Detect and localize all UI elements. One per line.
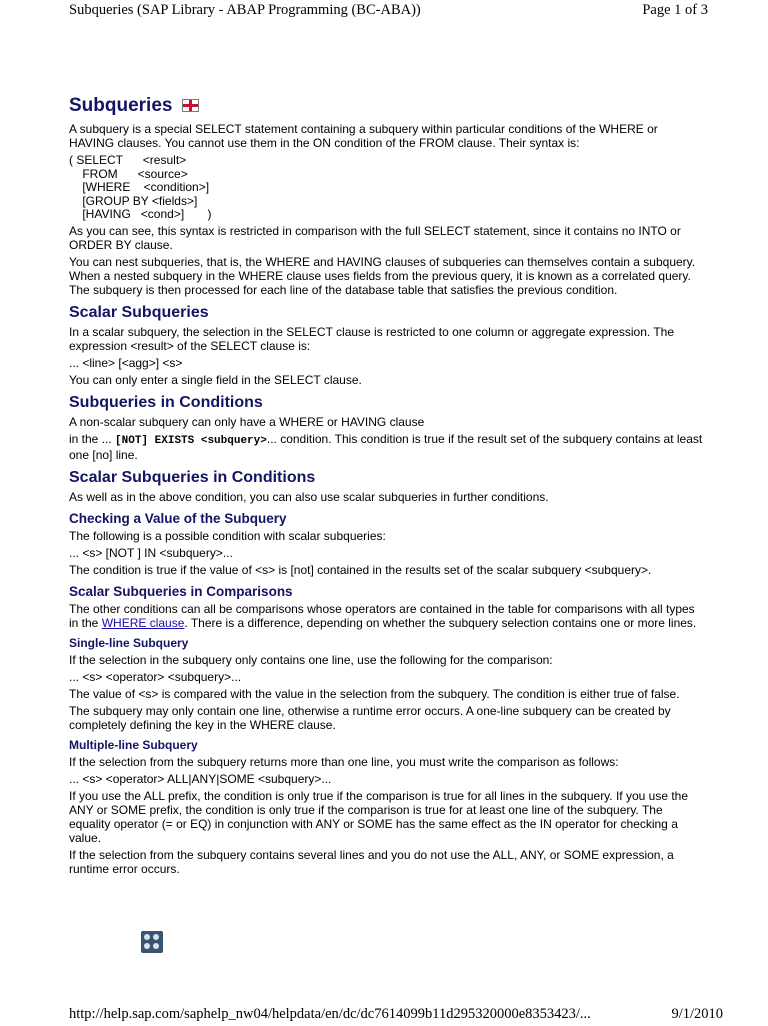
multiple-line-code: ... <s> <operator> ALL|ANY|SOME <subquery>... <box>69 771 332 786</box>
scalar-conditions-heading: Scalar Subqueries in Conditions <box>69 468 316 486</box>
page-number: Page 1 of 3 <box>642 2 708 18</box>
multiple-line-explanation: If you use the ALL prefix, the condition is only true if the comparison is true for all lines in the subquery. If you use the ANY or SOME prefix, the condition is only true if the comparison is true for at least one line of the subquery. The equality operator (= or EQ) in conjunction with ANY or SOME has the same effect as the IN operator for checking a value. <box>69 788 689 845</box>
multiple-line-heading: Multiple-line Subquery <box>69 737 198 752</box>
conditions-text: A non-scalar subquery can only have a WHERE or HAVING clause <box>69 414 425 429</box>
multiple-line-text: If the selection from the subquery returns more than one line, you must write the comparison as follows: <box>69 754 619 769</box>
footer-url: http://help.sap.com/saphelp_nw04/helpdata/en/dc/dc7614099b11d295320000e8353423/... <box>69 1006 591 1022</box>
page-footer <box>69 1006 723 1026</box>
syntax-line: ( SELECT <result> <box>69 153 187 167</box>
page-title <box>69 94 703 118</box>
checking-heading: Checking a Value of the Subquery <box>69 510 287 526</box>
single-line-explanation: The value of <s> is compared with the value in the selection from the subquery. The condition is either true of false. <box>69 686 680 701</box>
checking-code: ... <s> [NOT ] IN <subquery>... <box>69 545 233 560</box>
restricted-text: As you can see, this syntax is restricted in comparison with the full SELECT statement, since it contains no INTO or ORDER BY clause. <box>69 223 681 252</box>
single-line-note: The subquery may only contain one line, otherwise a runtime error occurs. A one-line subquery can be created by completely defining the key in the WHERE clause. <box>69 703 671 732</box>
checking-text: The following is a possible condition with scalar subqueries: <box>69 528 386 543</box>
navigation-structure-icon[interactable] <box>141 931 163 953</box>
page-title-text: Subqueries <box>69 95 173 116</box>
comparisons-text-end: . There is a difference, depending on whether the subquery selection contains one or more lines. <box>184 615 697 630</box>
syntax-line: FROM <source> <box>69 166 188 181</box>
nesting-text: You can nest subqueries, that is, the WHERE and HAVING clauses of subqueries can themselves contain a subquery. When a nested subquery in the WHERE clause uses fields from the previous query, it is known as a correlated query. The subquery is then processed for each line of the database table that satisfies the previous condition. <box>69 254 696 297</box>
intro-text: A subquery is a special SELECT statement containing a subquery within particular conditions of the WHERE or HAVING clauses. You cannot use them in the ON condition of the FROM clause. Their syntax is: <box>69 122 658 150</box>
exists-code: [NOT] EXISTS <subquery> <box>115 434 267 447</box>
header-title: Subqueries (SAP Library - ABAP Programming (BC-ABA)) <box>69 2 421 18</box>
syntax-block <box>69 154 703 222</box>
navigation-structure-icon-dot <box>153 934 159 940</box>
checking-note: The condition is true if the value of <s> is [not] contained in the results set of the scalar subquery <subquery>. <box>69 562 652 577</box>
syntax-line: [GROUP BY <fields>] <box>69 193 198 208</box>
where-clause-link[interactable]: WHERE clause <box>101 615 185 630</box>
scalar-conditions-text: As well as in the above condition, you can also use scalar subqueries in further conditions. <box>69 489 549 504</box>
scalar-subqueries-heading: Scalar Subqueries <box>69 303 209 321</box>
comparisons-heading: Scalar Subqueries in Comparisons <box>69 583 293 599</box>
scalar-code: ... <line> [<agg>] <s> <box>69 355 183 370</box>
navigation-structure-icon-dot <box>153 943 159 949</box>
multiple-line-note: If the selection from the subquery contains several lines and you do not use the ALL, ANY, or SOME expression, a runtime error occurs. <box>69 847 674 876</box>
language-flag-icon[interactable] <box>182 99 199 112</box>
single-line-text: If the selection in the subquery only contains one line, use the following for the comparison: <box>69 652 553 667</box>
syntax-line: [HAVING <cond>] ) <box>69 207 212 221</box>
exists-prefix: in the ... <box>69 431 116 446</box>
document-body <box>69 94 703 876</box>
single-line-heading: Single-line Subquery <box>69 635 189 650</box>
navigation-structure-icon-dot <box>144 934 150 940</box>
exists-condition-text <box>69 432 703 462</box>
comparisons-text-start: The other conditions can all be comparisons whose operators are contained in the table for comparisons with all types in the <box>69 601 695 630</box>
comparisons-text <box>69 602 703 630</box>
exists-suffix: ... condition. This condition is true if the result set of the subquery contains at least one [no] line. <box>69 431 703 462</box>
scalar-text: In a scalar subquery, the selection in the SELECT clause is restricted to one column or aggregate expression. The expression <result> of the SELECT clause is: <box>69 324 674 353</box>
single-line-code: ... <s> <operator> <subquery>... <box>69 669 242 684</box>
syntax-line: [WHERE <condition>] <box>69 180 210 194</box>
conditions-heading: Subqueries in Conditions <box>69 393 263 411</box>
scalar-note: You can only enter a single field in the SELECT clause. <box>69 372 362 387</box>
navigation-structure-icon-dot <box>144 943 150 949</box>
page-header <box>69 2 708 22</box>
footer-date: 9/1/2010 <box>671 1006 723 1022</box>
